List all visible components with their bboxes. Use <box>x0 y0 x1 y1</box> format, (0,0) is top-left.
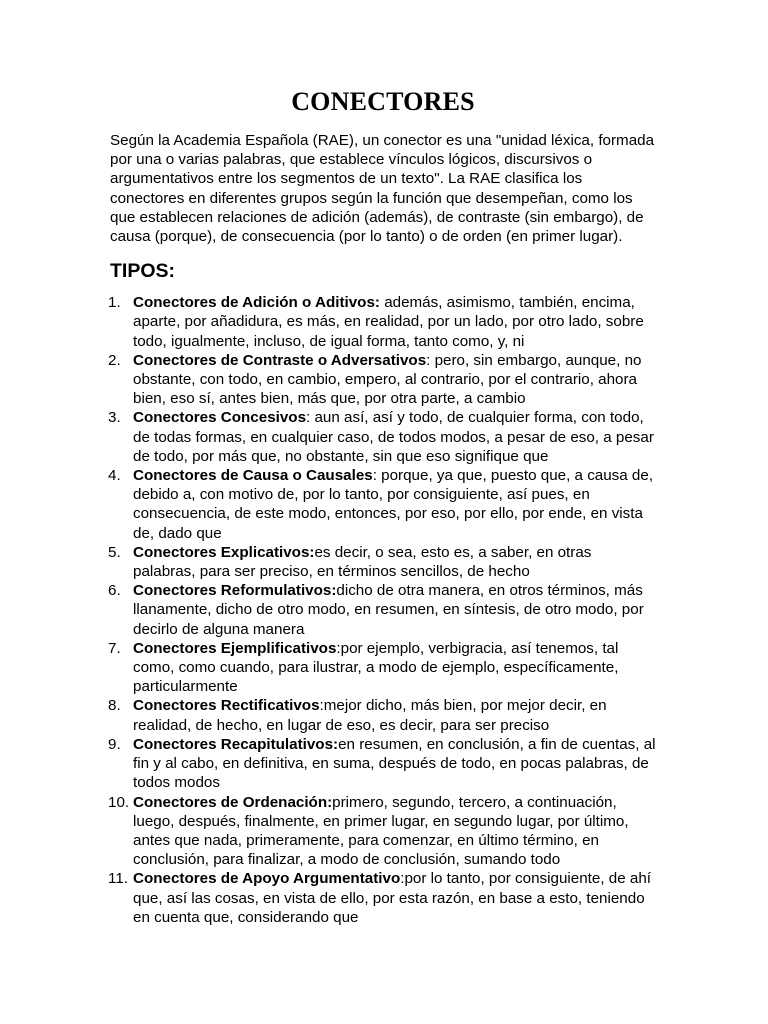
list-item <box>110 543 656 581</box>
item-term: Conectores Concesivos <box>133 409 307 427</box>
item-text: es decir, o sea, esto es, a saber, en otras palabras, para ser preciso, en términos sencillos, de hecho <box>133 543 592 581</box>
item-number: 2. <box>108 351 121 369</box>
item-number: 4. <box>108 467 121 485</box>
item-text: primero, segundo, tercero, a continuación, luego, después, finalmente, en primer lugar, en segundo lugar, por último, antes que nada, primeramente, para comenzar, en último término, en conclusión, para finalizar, a modo de conclusión, sumando todo <box>133 793 629 869</box>
list-item <box>110 293 656 351</box>
item-number: 10. <box>108 793 130 811</box>
list-item <box>110 351 656 409</box>
item-number: 5. <box>108 543 121 561</box>
item-term: Conectores Explicativos: <box>133 543 315 561</box>
item-term: Conectores Ejemplificativos <box>133 639 337 657</box>
item-term: Conectores Reformulativos: <box>133 582 337 600</box>
item-term: Conectores de Contraste o Adversativos <box>133 351 427 369</box>
item-text: :por ejemplo, verbigracia, así tenemos, tal como, como cuando, para ilustrar, a modo de ejemplo, específicamente, particularmente <box>133 639 619 696</box>
item-number: 8. <box>108 697 121 715</box>
list-item <box>110 735 656 793</box>
item-number: 1. <box>108 294 121 312</box>
document-page <box>110 84 656 927</box>
list-item <box>110 581 656 639</box>
item-number: 7. <box>108 639 121 657</box>
connector-types-list <box>110 293 656 927</box>
item-text: además, asimismo, también, encima, aparte, por añadidura, es más, en realidad, por un lado, por otro lado, sobre todo, igualmente, incluso, de igual forma, tanto como, y, ni <box>133 294 644 350</box>
item-number: 9. <box>108 735 121 753</box>
item-term: Conectores de Adición o Aditivos: <box>133 294 380 312</box>
item-text: : porque, ya que, puesto que, a causa de, debido a, con motivo de, por lo tanto, por consiguiente, así pues, en consecuencia, de este modo, entonces, por eso, por ello, por ende, en vista de, dado que <box>133 467 654 542</box>
section-heading-tipos: TIPOS: <box>110 260 176 283</box>
list-item <box>110 408 656 466</box>
intro-paragraph: Según la Academia Española (RAE), un conector es una "unidad léxica, formada por una o varias palabras, que establece vínculos lógicos, discursivos o argumentativos entre los segmentos de un texto". La RAE clasifica los conectores en diferentes grupos según la función que desempeñan, como los que establecen relaciones de adición (además), de contraste (sin embargo), de causa (porque), de consecuencia (por lo tanto) o de orden (en primer lugar). <box>110 132 655 246</box>
item-text: dicho de otra manera, en otros términos, más llanamente, dicho de otro modo, en resumen, en síntesis, de otro modo, por decirlo de alguna manera <box>133 582 644 638</box>
list-item <box>110 466 656 543</box>
document-title: CONECTORES <box>291 87 475 116</box>
item-term: Conectores de Causa o Causales <box>133 467 373 485</box>
item-term: Conectores de Ordenación: <box>133 793 333 811</box>
item-text: en resumen, en conclusión, a fin de cuentas, al fin y al cabo, en definitiva, en suma, después de todo, en pocas palabras, de todos modos <box>133 735 656 792</box>
item-number: 11. <box>108 870 128 888</box>
item-text: : aun así, así y todo, de cualquier forma, con todo, de todas formas, en cualquier caso, de todos modos, a pesar de eso, a pesar de todo, por más que, no obstante, sin que eso signifique que <box>133 409 654 465</box>
item-term: Conectores de Apoyo Argumentativo <box>133 870 401 888</box>
list-item <box>110 793 656 870</box>
item-number: 3. <box>108 409 121 427</box>
list-item <box>110 696 656 734</box>
item-text: :mejor dicho, más bien, por mejor decir, en realidad, de hecho, en lugar de eso, es decir, para ser preciso <box>133 697 607 734</box>
item-term: Conectores Rectificativos <box>133 697 320 715</box>
item-number: 6. <box>108 582 121 600</box>
item-term: Conectores Recapitulativos: <box>133 735 339 753</box>
item-text: : pero, sin embargo, aunque, no obstante, con todo, en cambio, empero, al contrario, por el contrario, ahora bien, eso sí, antes bien, más que, por otra parte, a cambio <box>133 351 642 408</box>
list-item <box>110 869 656 927</box>
item-text: :por lo tanto, por consiguiente, de ahí que, así las cosas, en vista de ello, por esta razón, en base a esto, teniendo en cuenta que, considerando que <box>133 870 651 926</box>
list-item <box>110 639 656 697</box>
